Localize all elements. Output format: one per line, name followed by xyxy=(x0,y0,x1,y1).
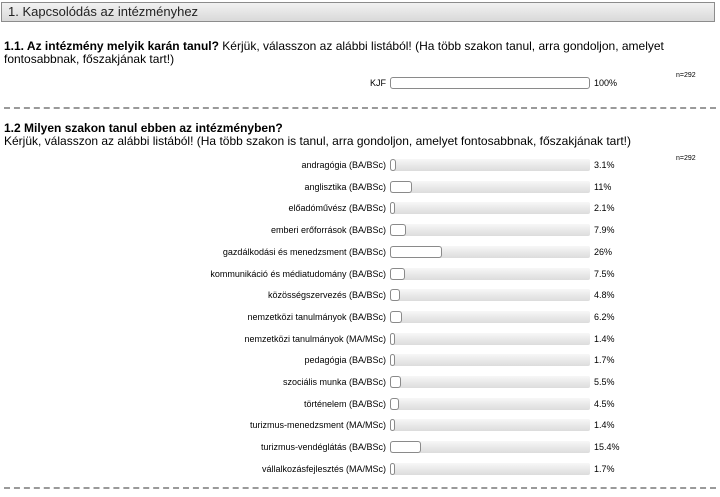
result-bar-track xyxy=(390,354,590,366)
result-bar-fill xyxy=(390,376,401,388)
result-bar-fill xyxy=(390,159,396,171)
result-bar-fill xyxy=(390,419,395,431)
result-bar-track xyxy=(390,419,590,431)
percentage-value: 2.1% xyxy=(594,203,615,214)
question-2-title: 1.2 Milyen szakon tanul ebben az intézményben? xyxy=(4,121,283,135)
result-bar-fill xyxy=(390,202,395,214)
result-bar-fill xyxy=(390,289,400,301)
result-bar-track xyxy=(390,289,590,301)
percentage-value: 100% xyxy=(594,78,618,88)
answer-label: emberi erőforrások (BA/BSc) xyxy=(270,225,386,236)
result-row xyxy=(0,397,720,411)
result-bar-track xyxy=(390,441,590,453)
answer-label: vállalkozásfejlesztés (MA/MSc) xyxy=(261,463,386,474)
percentage-value: 7.5% xyxy=(594,268,615,279)
percentage-value: 3.1% xyxy=(594,160,615,170)
percentage-value: 15.4% xyxy=(594,442,620,453)
result-bar-track xyxy=(390,77,590,89)
percentage-value: 1.4% xyxy=(594,420,615,431)
result-row xyxy=(0,288,720,302)
answer-label: turizmus-vendéglátás (BA/BSc) xyxy=(260,442,386,453)
result-bar-track xyxy=(390,268,590,280)
percentage-value: 5.5% xyxy=(594,377,615,387)
result-bar-track xyxy=(390,181,590,193)
result-row xyxy=(0,201,720,215)
result-row xyxy=(0,76,720,90)
answer-label: nemzetközi tanulmányok (MA/MSc) xyxy=(244,333,386,344)
result-row xyxy=(0,223,720,237)
result-bar-track xyxy=(390,333,590,345)
result-bar-fill xyxy=(390,398,399,410)
result-bar-fill xyxy=(390,311,402,323)
result-bar-track xyxy=(390,311,590,323)
answer-label: nemzetközi tanulmányok (BA/BSc) xyxy=(247,311,386,322)
result-bar-fill xyxy=(390,333,395,345)
separator xyxy=(4,107,716,109)
percentage-value: 4.8% xyxy=(594,290,615,301)
answer-label: közösségszervezés (BA/BSc) xyxy=(267,290,386,301)
result-row xyxy=(0,353,720,367)
question-1 xyxy=(4,40,704,66)
answer-label: szociális munka (BA/BSc) xyxy=(282,377,386,387)
percentage-value: 4.5% xyxy=(594,398,615,409)
percentage-value: 26% xyxy=(594,246,613,257)
result-row xyxy=(0,418,720,432)
result-bar-track xyxy=(390,159,590,171)
answer-label: KJF xyxy=(369,78,386,88)
result-bar-track xyxy=(390,202,590,214)
separator xyxy=(4,487,716,489)
result-row xyxy=(0,158,720,172)
answer-label: kommunikáció és médiatudomány (BA/BSc) xyxy=(210,268,386,279)
result-row xyxy=(0,462,720,476)
result-bar-track xyxy=(390,463,590,475)
percentage-value: 1.7% xyxy=(594,355,615,366)
answer-label: andragógia (BA/BSc) xyxy=(301,160,386,170)
answer-label: turizmus-menedzsment (MA/MSc) xyxy=(249,420,386,431)
result-bar-track xyxy=(390,224,590,236)
result-row xyxy=(0,245,720,259)
question-2-sample-size: n=292 xyxy=(676,155,696,162)
result-bar-fill xyxy=(390,181,412,193)
result-bar-fill xyxy=(390,268,405,280)
answer-label: anglisztika (BA/BSc) xyxy=(304,181,386,192)
result-bar-fill xyxy=(390,463,395,475)
question-1-sample-size: n=292 xyxy=(676,72,696,79)
answer-label: pedagógia (BA/BSc) xyxy=(304,355,386,366)
result-row xyxy=(0,375,720,389)
result-row xyxy=(0,267,720,281)
result-row xyxy=(0,332,720,346)
percentage-value: 1.7% xyxy=(594,463,615,474)
result-bar-fill xyxy=(390,441,421,453)
question-1-title: 1.1. Az intézmény melyik karán tanul? xyxy=(4,39,219,53)
result-bar-fill xyxy=(390,246,442,258)
result-row xyxy=(0,180,720,194)
result-row xyxy=(0,310,720,324)
result-bar-track xyxy=(390,246,590,258)
result-bar-fill xyxy=(390,354,395,366)
question-2-text: Kérjük, válasszon az alábbi listából! (Ha több szakon is tanul, arra gondoljon, amelyet fontosabbnak, főszakjának tart!) xyxy=(4,134,632,148)
result-bar-fill xyxy=(390,224,406,236)
percentage-value: 1.4% xyxy=(594,333,615,344)
result-row xyxy=(0,440,720,454)
percentage-value: 7.9% xyxy=(594,225,615,236)
percentage-value: 11% xyxy=(594,181,612,192)
answer-label: történelem (BA/BSc) xyxy=(303,398,386,409)
section-header: 1. Kapcsolódás az intézményhez xyxy=(1,2,715,22)
question-2 xyxy=(4,122,704,148)
question-1-text: Kérjük, válasszon az alábbi listából! (Ha több szakon tanul, arra gondoljon, amelyet fontosabbnak, főszakjának tart!) xyxy=(4,39,664,66)
answer-label: gazdálkodási és menedzsment (BA/BSc) xyxy=(222,246,386,257)
answer-label: előadóművész (BA/BSc) xyxy=(288,203,386,214)
result-bar-track xyxy=(390,376,590,388)
percentage-value: 6.2% xyxy=(594,311,615,322)
result-bar-track xyxy=(390,398,590,410)
